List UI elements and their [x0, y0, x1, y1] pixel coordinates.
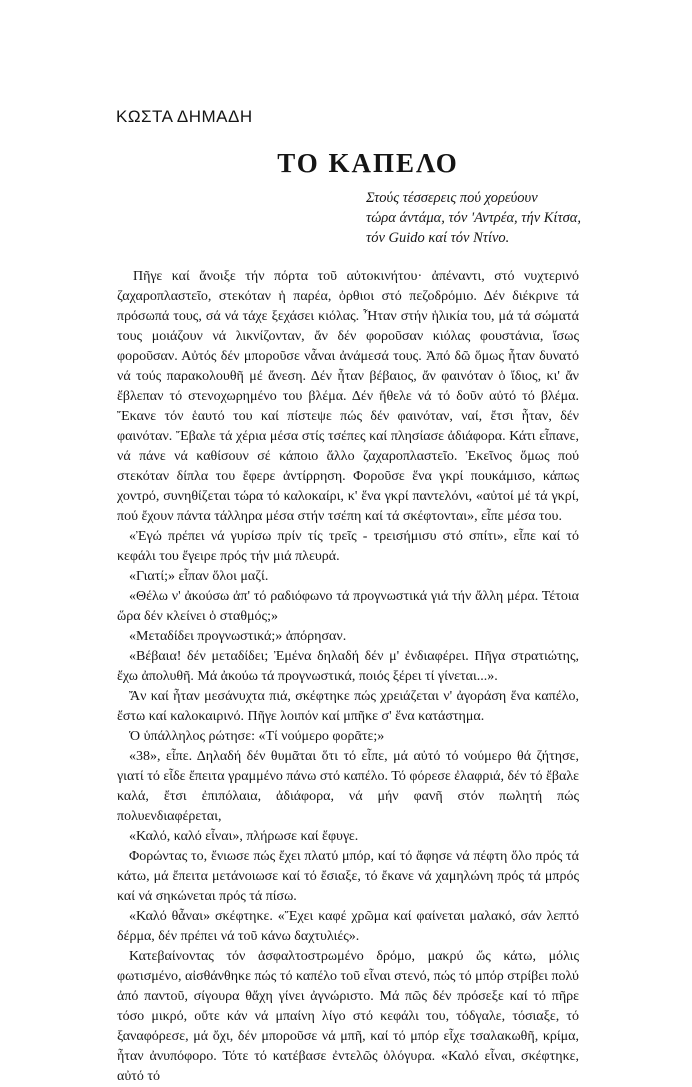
- author-name: ΚΩΣΤΑ ΔΗΜΑΔΗ: [116, 107, 253, 126]
- paragraph: Φορώντας το, ἔνιωσε πώς ἔχει πλατύ μπόρ, καί τό ἄφησε νά πέφτη ὅλο πρός τά κάτω, μά ἔπειτα μετάνοιωσε καί τό ἔσιαξε, τό ἔκανε νά χαμηλώνη πρός τά μπρός καί νά σηκώνεται πρός τά πίσω.: [117, 849, 579, 904]
- paragraph: Κατεβαίνοντας τόν ἀσφαλτοστρωμένο δρόμο, μακρύ ὥς κάτω, μόλις φωτισμένο, αἰσθάνθηκε πώς τό καπέλο τοῦ εἶναι στενό, πώς τό μπόρ στρίβει πολύ ἀπό παντοῦ, σίγουρα θἄχη γίνει ἀγνώριστο. Μά πῶς δέν πρόσεξε καί τό πῆρε τόσο μικρό, οὔτε κάν νά μπαίνη λίγο στό κεφάλι του, τόδγαλε, τόσιαξε, τό ξαναφόρεσε, μά ὄχι, δέν μποροῦσε νά μπῆ, καί τό μπόρ εἶχε τσαλακωθῆ, κρίμα, ἦταν ἀνυπόφορο. Τότε τό κατέβασε ἐντελῶς ὁλόγυρα. «Καλό εἶναι, σκέφτηκε, αὐτό τό: [117, 949, 579, 1084]
- paragraph: «Καλό, καλό εἶναι», πλήρωσε καί ἔφυγε.: [129, 829, 359, 844]
- paragraph: Πῆγε καί ἄνοιξε τήν πόρτα τοῦ αὐτοκινήτου· ἀπέναντι, στό νυχτερινό ζαχαροπλαστεῖο, στεκόταν ἡ παρέα, ὀρθιοι στό πεζοδρόμιο. Δέν διέκρινε τά πρόσωπά τους, σά νά τάχε ξεχάσει κιόλας. Ἦταν στήν ἡλικία του, μά τά σώματά τους μοιάζουν νά λικνίζονταν, ἄν δέν φοροῦσαν κιόλας φουστάνια, ἴσως φοροῦσαν. Αὐτός δέν μποροῦσε νἆναι ἀνάμεσά τους. Ἀπό δῶ ὅμως ἦταν δυνατό νά τούς παρακολουθῆ μέ ἄνεση. Δέν ἦταν βέβαιος, ἄν φαινόταν ὁ ἴδιος, κι' ἄν ἔβλεπαν τό στενοχωρημένο του βλέμα. Δέν ἤθελε νά τό δοῦν αὐτό τό βλέμα. Ἔκανε τόν ἑαυτό του καί πίστεψε πώς δέν φαινόταν, ναί, ἔτσι ἦταν, δέν φαινόταν. Ἔβαλε τά χέρια μέσα στίς τσέπες καί πλησίασε ἀδιάφορα. Κάτι εἶπανε, νά πάνε νά καθίσουν σέ κάποιο ἄλλο ζαχαροπλαστεῖο. Ἐκεῖνος ὅμως πού στεκόταν δίπλα του ἔφερε ἀντίρρηση. Φοροῦσε ἕνα γκρί πουκάμισο, κάπως χοντρό, συνηθίζεται τώρα τό καλοκαίρι, κ' ἕνα γκρί παντελόνι, «αὐτοί μέ τά γκρί, πού ἔχουν πάντα τάλληρα μέσα στήν τσέπη καί τά σκέφτονται», εἶπε μέσα του.: [117, 269, 579, 524]
- paragraph: «Μεταδίδει προγνωστικά;» ἀπόρησαν.: [129, 629, 347, 644]
- paragraph: «Καλό θἆναι» σκέφτηκε. «Ἔχει καφέ χρῶμα καί φαίνεται μαλακό, σάν λεπτό δέρμα, δέν πρέπει νά τοῦ κάνω δαχτυλιές».: [117, 909, 579, 944]
- dedication: [366, 188, 666, 248]
- paragraph: «38», εἶπε. Δηλαδή δέν θυμᾶται ὅτι τό εἶπε, μά αὐτό τό νούμερο θά ζήτησε, γιατί τό εἶδε ἔπειτα γραμμένο πάνω στό καπέλο. Τό φόρεσε ἐλαφριά, δέν τό ἔβαλε καλά, ἔτσι ἐπιπόλαια, ἀδιάφορα, νά μήν φανῆ στόν πωλητή πώς πολυενδιαφέρεται,: [117, 749, 579, 824]
- paragraph: «Θέλω ν' ἀκούσω ἀπ' τό ραδιόφωνο τά προγνωστικά γιά τήν ἄλλη μέρα. Τέτοια ὥρα δέν κλείνει ὁ σταθμός;»: [117, 589, 579, 624]
- paragraph: Ἄν καί ἦταν μεσάνυχτα πιά, σκέφτηκε πώς χρειάζεται ν' ἀγοράση ἕνα καπέλο, ἔστω καί καλοκαιρινό. Πῆγε λοιπόν καί μπῆκε σ' ἕνα κατάστημα.: [117, 689, 579, 724]
- paragraph: «Ἐγώ πρέπει νά γυρίσω πρίν τίς τρεῖς - τρεισήμισυ στό σπίτι», εἶπε καί τό κεφάλι του ἔγειρε πρός τήν μιά πλευρά.: [117, 529, 579, 564]
- dedication-line: τώρα άντάμα, τόν 'Αντρέα, τήν Κίτσα,: [366, 210, 582, 226]
- dedication-line: τόν Guido καί τόν Ντίνο.: [366, 230, 510, 246]
- paragraph: Ὁ ὑπάλληλος ρώτησε: «Τί νούμερο φορᾶτε;»: [129, 729, 385, 744]
- paragraph: «Γιατί;» εἶπαν ὅλοι μαζί.: [129, 569, 269, 584]
- story-title: ΤΟ ΚΑΠΕΛΟ: [277, 148, 459, 178]
- dedication-line: Στούς τέσσερεις πού χορεύουν: [366, 190, 538, 206]
- story-body: [117, 267, 579, 1087]
- paragraph: «Βέβαια! δέν μεταδίδει; Ἐμένα δηλαδή δέν μ' ἐνδιαφέρει. Πῆγα στρατιώτης, ἔχω ἀπολυθῆ. Μά ἀκούω τά προγνωστικά, ποιός ξέρει τί γίνεται...».: [117, 649, 579, 684]
